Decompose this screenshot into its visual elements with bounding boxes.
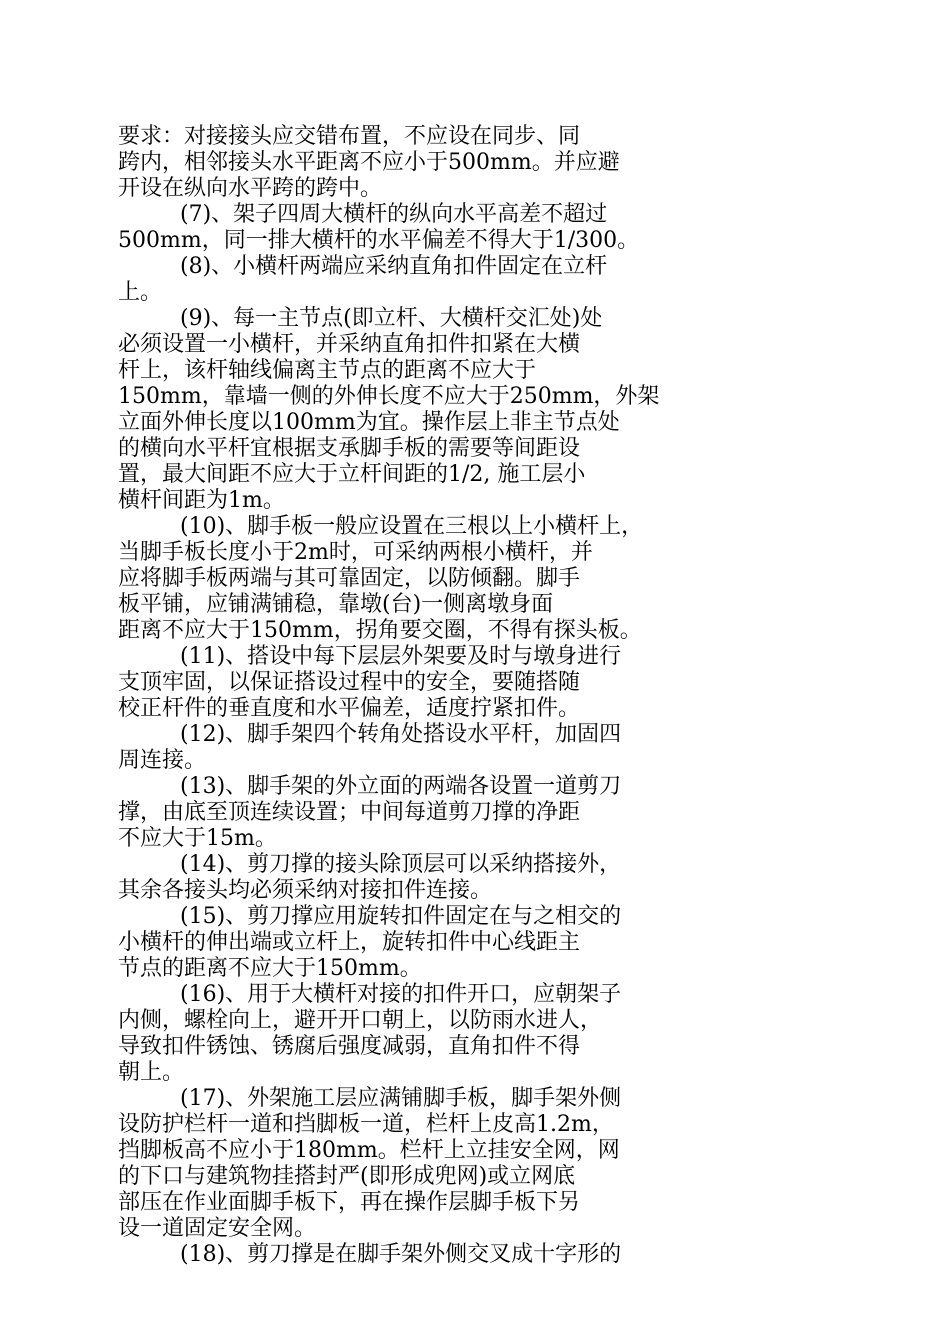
text-line: 设一道固定安全网。 bbox=[118, 1216, 317, 1241]
text-line: 朝上。 bbox=[118, 1060, 185, 1085]
text-line: 置，最大间距不应大于立杆间距的1/2, 施工层小 bbox=[118, 462, 586, 487]
text-line: 开设在纵向水平跨的跨中。 bbox=[118, 176, 383, 201]
text-line: 距离不应大于150mm，拐角要交圈，不得有探头板。 bbox=[118, 618, 642, 643]
text-line: 当脚手板长度小于2m时，可采纳两根小横杆，并 bbox=[118, 540, 593, 565]
text-line: 撑，由底至顶连续设置；中间每道剪刀撑的净距 bbox=[118, 800, 581, 825]
text-line: 500mm，同一排大横杆的水平偏差不得大于1/300。 bbox=[118, 228, 640, 253]
paragraph-first-line: (10)、脚手板一般应设置在三根以上小横杆上， bbox=[180, 514, 644, 539]
text-line: 杆上，该杆轴线偏离主节点的距离不应大于 bbox=[118, 358, 537, 383]
paragraph-first-line: (18)、剪刀撑是在脚手架外侧交叉成十字形的 bbox=[180, 1242, 622, 1267]
paragraph-first-line: (9)、每一主节点(即立杆、大横杆交汇处)处 bbox=[180, 306, 603, 331]
paragraph-first-line: (14)、剪刀撑的接头除顶层可以采纳搭接外， bbox=[180, 852, 622, 877]
text-line: 的横向水平杆宜根据支承脚手板的需要等间距设 bbox=[118, 436, 581, 461]
body-text bbox=[118, 124, 830, 1268]
text-line: 150mm，靠墙一侧的外伸长度不应大于250mm，外架 bbox=[118, 384, 660, 409]
text-line: 跨内，相邻接头水平距离不应小于500mm。并应避 bbox=[118, 150, 620, 175]
text-line: 上。 bbox=[118, 280, 163, 305]
text-line: 导致扣件锈蚀、锈腐后强度减弱，直角扣件不得 bbox=[118, 1034, 581, 1059]
text-line: 其余各接头均必须采纳对接扣件连接。 bbox=[118, 878, 493, 903]
text-line: 支顶牢固，以保证搭设过程中的安全，要随搭随 bbox=[118, 670, 581, 695]
text-line: 周连接。 bbox=[118, 748, 207, 773]
text-line: 横杆间距为1m。 bbox=[118, 488, 285, 513]
paragraph-first-line: (17)、外架施工层应满铺脚手板，脚手架外侧 bbox=[180, 1086, 622, 1111]
paragraph-first-line: (12)、脚手架四个转角处搭设水平杆，加固四 bbox=[180, 722, 622, 747]
paragraph-first-line: (15)、剪刀撑应用旋转扣件固定在与之相交的 bbox=[180, 904, 622, 929]
paragraph-first-line: (16)、用于大横杆对接的扣件开口，应朝架子 bbox=[180, 982, 622, 1007]
text-line: 必须设置一小横杆，并采纳直角扣件扣紧在大横 bbox=[118, 332, 581, 357]
text-line: 内侧，螺栓向上，避开开口朝上，以防雨水进人， bbox=[118, 1008, 603, 1033]
text-line: 设防护栏杆一道和挡脚板一道，栏杆上皮高1.2m， bbox=[118, 1112, 614, 1137]
paragraph-first-line: (13)、脚手架的外立面的两端各设置一道剪刀 bbox=[180, 774, 622, 799]
paragraph-first-line: (8)、小横杆两端应采纳直角扣件固定在立杆 bbox=[180, 254, 608, 279]
paragraph-first-line: (11)、搭设中每下层层外架要及时与墩身进行 bbox=[180, 644, 622, 669]
text-line: 小横杆的伸出端或立杆上，旋转扣件中心线距主 bbox=[118, 930, 581, 955]
text-line: 不应大于15m。 bbox=[118, 826, 277, 851]
text-line: 部压在作业面脚手板下，再在操作层脚手板下另 bbox=[118, 1190, 581, 1215]
paragraph-first-line: (7)、架子四周大横杆的纵向水平高差不超过 bbox=[180, 202, 608, 227]
text-line: 要求：对接接头应交错布置，不应设在同步、同 bbox=[118, 124, 581, 149]
text-line: 的下口与建筑物挂搭封严(即形成兜网)或立网底 bbox=[118, 1164, 576, 1189]
text-line: 校正杆件的垂直度和水平偏差，适度拧紧扣件。 bbox=[118, 696, 581, 721]
text-line: 板平铺，应铺满铺稳，靠墩(台)一侧离墩身面 bbox=[118, 592, 554, 617]
text-line: 应将脚手板两端与其可靠固定，以防倾翻。脚手 bbox=[118, 566, 581, 591]
text-line: 挡脚板高不应小于180mm。栏杆上立挂安全网，网 bbox=[118, 1138, 620, 1163]
text-line: 立面外伸长度以100mm为宜。操作层上非主节点处 bbox=[118, 410, 620, 435]
text-line: 节点的距离不应大于150mm。 bbox=[118, 956, 422, 981]
